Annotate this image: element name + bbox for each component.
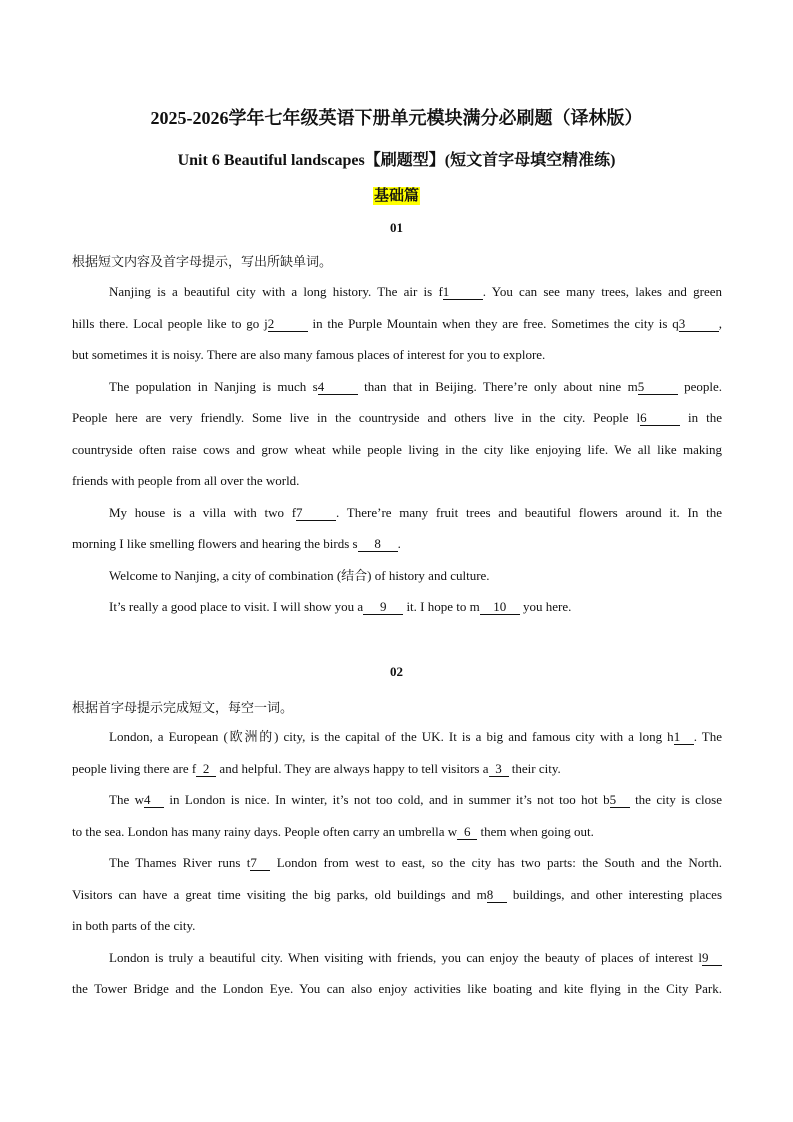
passage-text: . You can see many trees, lakes and green [482,284,722,299]
passage-line [72,816,722,848]
passage-text: than that in Beijing. There’re only about nine m [357,378,638,394]
section-number: 01 [390,220,403,235]
passage-text: in London is nice. In winter, it’s not too cold, and in summer it’s not too hot b [164,792,610,807]
passage-text: the city is close [629,792,722,807]
passage-line [72,879,722,911]
passage-text: The population in Nanjing is much s [109,378,318,394]
answer-blank[interactable]: 2 [268,317,308,332]
passage-line [72,371,722,403]
answer-blank[interactable]: 9 [702,951,722,966]
passage-text: Nanjing is a beautiful city with a long history. The air is f [109,284,443,299]
answer-blank[interactable]: 8 [487,888,507,903]
document-subtitle: Unit 6 Beautiful landscapes【刷题型】(短文首字母填空精准练) [177,152,616,169]
section-instruction: 根据首字母提示完成短文，每空一词。 [72,700,294,715]
answer-blank[interactable]: 3 [489,762,509,777]
answer-blank[interactable]: 1 [674,730,694,745]
level-badge: 基础篇 [373,188,419,204]
answer-blank[interactable]: 4 [144,793,164,808]
passage-line [72,591,722,623]
passage-line [72,402,722,434]
passage-text: morning I like smelling flowers and hearing the birds s [72,536,358,551]
passage-text: . The [693,729,722,744]
answer-blank[interactable]: 1 [443,285,483,300]
passage-text: the Tower Bridge and the London Eye. You can also enjoy activities like boating and kite flying in the City Park. [72,981,722,996]
passage-1 [72,276,722,623]
passage-line [72,721,722,753]
passage-text: People here are very friendly. Some live in the countryside and others live in the city. People l [72,410,641,425]
passage-line [72,560,722,592]
section-number: 02 [390,664,403,679]
passage-line [72,847,722,879]
passage-text: you here. [519,599,572,614]
passage-text: in the [680,410,722,425]
passage-text: Welcome to Nanjing, a city of combination (结合) of history and culture. [109,567,490,583]
passage-text: . There’re many fruit trees and beautiful flowers around it. In the [336,504,722,520]
passage-text: and helpful. They are always happy to tell visitors a [216,760,489,776]
passage-line [72,308,722,340]
passage-text: , [718,315,722,331]
passage-text: The w [109,792,144,807]
answer-blank[interactable]: 9 [363,600,403,615]
passage-text: London is truly a beautiful city. When visiting with friends, you can enjoy the beauty of places of interest l [109,949,702,965]
passage-line [72,910,722,942]
passage-text: it. I hope to m [403,599,480,614]
passage-text: Visitors can have a great time visiting the big parks, old buildings and m [72,886,487,902]
passage-text: countryside often raise cows and grow wheat while people living in the city like enjoying life. We all like making [72,441,722,457]
passage-line [72,973,722,1005]
passage-text: but sometimes it is noisy. There are also many famous places of interest for you to explore. [72,347,546,362]
answer-blank[interactable]: 8 [358,537,398,552]
passage-line [72,339,722,371]
passage-text: their city. [508,760,561,776]
answer-blank[interactable]: 6 [640,411,680,426]
answer-blank[interactable]: 10 [480,600,520,615]
passage-text: . [397,536,401,551]
passage-text: London from west to east, so the city has two parts: the South and the North. [270,855,722,870]
passage-2 [72,721,722,1005]
passage-line [72,784,722,816]
section-instruction: 根据短文内容及首字母提示，写出所缺单词。 [72,254,333,269]
passage-text: people. [677,378,722,394]
passage-text: My house is a villa with two f [109,504,297,520]
passage-line [72,465,722,497]
level-badge-wrap [0,184,793,205]
passage-text: It’s really a good place to visit. I will show you a [109,599,364,614]
passage-text: to the sea. London has many rainy days. People often carry an umbrella w [72,823,458,839]
answer-blank[interactable]: 5 [610,793,630,808]
answer-blank[interactable]: 7 [296,506,336,521]
passage-text: The Thames River runs t [109,855,251,870]
answer-blank[interactable]: 3 [679,317,719,332]
passage-text: them when going out. [477,823,594,839]
passage-line [72,276,722,308]
passage-text: buildings, and other interesting places [506,886,722,902]
passage-line [72,528,722,560]
answer-blank[interactable]: 7 [250,856,270,871]
passage-line [72,753,722,785]
passage-text: people living there are f [72,760,197,776]
passage-text: friends with people from all over the world. [72,473,300,488]
passage-text: hills there. Local people like to go j [72,315,268,331]
passage-line [72,942,722,974]
passage-text: in the Purple Mountain when they are free. Sometimes the city is q [307,315,679,331]
passage-line [72,434,722,466]
answer-blank[interactable]: 5 [638,380,678,395]
answer-blank[interactable]: 6 [457,825,477,840]
passage-line [72,497,722,529]
passage-text: in both parts of the city. [72,918,196,933]
answer-blank[interactable]: 4 [318,380,358,395]
passage-text: London, a European (欧洲的) city, is the capital of the UK. It is a big and famous city with a long h [109,729,674,744]
answer-blank[interactable]: 2 [196,762,216,777]
document-title: 2025-2026学年七年级英语下册单元模块满分必刷题（译林版） [150,108,643,128]
